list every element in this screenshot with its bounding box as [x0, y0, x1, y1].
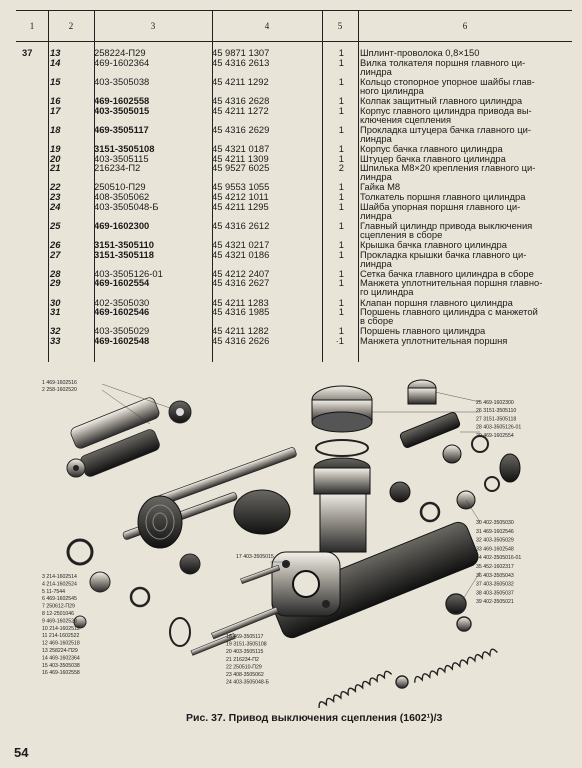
catalog-number: 45 4211 1283	[212, 296, 269, 308]
position-number: 31	[50, 306, 61, 318]
position-number: 25	[50, 219, 61, 231]
quantity: 1	[338, 104, 344, 116]
part-number: 469-1602558	[94, 95, 150, 106]
part-number: 3151-3505110	[94, 239, 154, 250]
reservoir-fittings	[399, 380, 520, 482]
position-number: 21	[50, 162, 61, 174]
callout-37: 37 403-3505032	[476, 581, 514, 588]
col-header-4: 4	[212, 11, 323, 41]
washers	[68, 540, 200, 646]
quantity: 2	[338, 162, 344, 174]
catalog-number: 45 4321 0186	[212, 248, 270, 260]
catalog-number: 45 4316 2628	[212, 95, 270, 106]
cylinder-body	[269, 492, 481, 641]
callout-8: 8 12-2501046	[42, 611, 75, 617]
catalog-number: 45 4211 1295	[212, 200, 269, 212]
part-description: Главный цилиндр привода выключения	[360, 219, 533, 231]
position-number: 22	[50, 181, 61, 193]
callout-21: 21 216234-П2	[226, 656, 259, 663]
part-description: Шайба упорная поршня главного ци-	[360, 200, 521, 212]
part-number: 402-3505030	[94, 296, 150, 308]
part-number: 403-3505048-Б	[94, 200, 159, 212]
quantity: 1	[338, 267, 344, 279]
position-number: 18	[50, 123, 61, 135]
callout-6: 6 469-1602545	[42, 596, 77, 603]
fork-assembly	[67, 396, 191, 478]
part-description-continued: линдра	[360, 65, 392, 77]
catalog-number: 45 4316 2612	[212, 219, 270, 231]
part-number: 469-1602548	[94, 335, 150, 346]
table-header	[16, 10, 572, 42]
protective-boot	[138, 490, 290, 548]
quantity: 1	[338, 248, 344, 260]
part-description-continued: линдра	[360, 171, 392, 183]
quantity: 1	[338, 277, 344, 289]
catalog-number: 45 9553 1055	[212, 181, 270, 193]
part-description: Колпак защитный главного цилиндра	[360, 95, 523, 106]
quantity: 1	[338, 143, 344, 154]
part-number: 403-3505029	[94, 325, 150, 337]
catalog-number: 45 4211 1309	[212, 152, 269, 164]
part-description: Шплинт-проволока 0,8×150	[360, 47, 480, 58]
part-description-continued: го цилиндра	[360, 286, 414, 298]
part-description: Корпус бачка главного цилиндра	[360, 143, 503, 154]
part-description-continued: линдра	[360, 132, 392, 144]
quantity: 1	[338, 123, 344, 135]
part-description: Вилка толкателя поршня главного ци-	[360, 56, 526, 68]
callout-16: 16 469-1602558	[42, 670, 80, 677]
callout-17: 17 403-3505015	[236, 554, 274, 560]
callout-34: 34 402-3505016-01	[476, 555, 522, 562]
position-number: 26	[50, 239, 61, 250]
callout-36: 36 403-3505043	[476, 572, 514, 579]
reservoir-cap	[312, 386, 372, 494]
part-description: Сетка бачка главного цилиндра в сборе	[360, 267, 534, 279]
part-description: Кольцо стопорное упорное шайбы глав-	[360, 75, 535, 87]
part-description: Поршень главного цилиндра с манжетой	[360, 306, 538, 318]
part-description-continued: сцепления в сборе	[360, 228, 443, 240]
part-description: Прокладка крышки бачка главного ци-	[360, 248, 527, 260]
part-number: 469-1602554	[94, 277, 150, 289]
part-description-continued: в сборе	[360, 315, 394, 327]
catalog-number: 45 4321 0217	[212, 239, 270, 250]
callout-26: 26 3151-3505110	[476, 408, 517, 415]
callout-5: 5 11-7544	[42, 588, 65, 595]
callout-20: 20 403-3505115	[226, 649, 264, 656]
position-number: 15	[50, 75, 61, 87]
callout-15: 15 403-3505038	[42, 662, 80, 669]
part-number: 408-3505062	[94, 191, 150, 202]
callout-39: 39 402-3505021	[476, 599, 514, 606]
catalog-number: 45 4321 0187	[212, 143, 270, 154]
callout-28: 28 403-3505126-01	[476, 424, 522, 431]
part-number: 469-1602364	[94, 56, 150, 68]
catalog-number: 45 4316 2626	[212, 335, 270, 346]
part-number: 403-3505126-01	[94, 267, 163, 279]
catalog-number: 45 4211 1272	[212, 104, 269, 116]
part-number: 469-3505117	[94, 123, 149, 135]
part-description: Корпус главного цилиндра привода вы-	[360, 104, 532, 116]
col-header-5: 5	[322, 11, 359, 41]
catalog-number: 45 4211 1292	[212, 75, 269, 87]
catalog-number: 45 9527 6025	[212, 162, 270, 174]
callout-35: 35 452-1602317	[476, 564, 514, 570]
position-number: 20	[50, 152, 61, 164]
col-header-6: 6	[462, 21, 468, 31]
part-number: 3151-3505108	[94, 143, 155, 154]
position-number: 23	[50, 191, 61, 202]
quantity: 1	[338, 325, 344, 337]
quantity: 1	[338, 56, 344, 68]
quantity: ·1	[335, 335, 344, 346]
position-number: 27	[50, 248, 61, 260]
group-number: 37	[22, 47, 33, 58]
part-description-continued: линдра	[360, 257, 392, 269]
quantity: 1	[338, 200, 344, 212]
quantity: 1	[338, 75, 344, 87]
catalog-number: 45 4316 2627	[212, 277, 270, 289]
catalog-number: 45 4316 1985	[212, 306, 270, 318]
part-number: 469-1602300	[94, 219, 150, 231]
quantity: 1	[338, 181, 344, 193]
callout-14: 14 469-1602364	[42, 655, 80, 662]
callout-19: 19 3151-3505108	[226, 641, 267, 648]
callout-13: 13 258224-П29	[42, 648, 78, 654]
right-callouts	[476, 400, 521, 605]
position-number: 28	[50, 267, 61, 279]
part-description-continued: ного цилиндра	[360, 84, 424, 96]
part-description: Штуцер бачка главного цилиндра	[360, 152, 506, 164]
piston-parts	[390, 477, 499, 521]
callout-18: 18 469-3505117	[226, 634, 264, 640]
callout-38: 38 403-3505037	[476, 590, 514, 597]
bottom-callouts	[226, 634, 270, 686]
callout-22: 22 250510-П29	[226, 664, 262, 671]
callout-12: 12 469-1602518	[42, 640, 80, 647]
catalog-number: 45 4212 1011	[212, 191, 269, 202]
part-description: Шпилька M8×20 крепления главного ци-	[360, 162, 536, 174]
part-number: 403-3505038	[94, 75, 150, 87]
part-number: 216234-П2	[94, 162, 141, 174]
part-number: 469-1602546	[94, 306, 150, 318]
callout-27: 27 3151-3505118	[476, 416, 517, 423]
part-description: Крышка бачка главного цилиндра	[360, 239, 507, 250]
callout-4: 4 214-1602524	[42, 581, 77, 588]
quantity: 1	[338, 219, 344, 231]
callout-29: 29 469-1602554	[476, 432, 514, 439]
callout-32: 32 403-3505029	[476, 537, 514, 544]
callout-24: 24 403-3505048-Б	[226, 679, 269, 686]
callout-33: 33 469-1602548	[476, 546, 514, 553]
part-description: Клапан поршня главного цилиндра	[360, 296, 513, 308]
callout-2: 2 258-1602520	[42, 387, 77, 393]
callout-9: 9 469-1602528	[42, 618, 77, 625]
callout-3: 3 214-1602514	[42, 574, 77, 580]
quantity: 1	[338, 95, 344, 106]
callout-1: 1 469-1602516	[42, 380, 77, 386]
part-number: 258224-П29	[94, 47, 146, 58]
part-description-continued: линдра	[360, 209, 392, 221]
position-number: 33	[50, 335, 61, 346]
quantity: 1	[338, 306, 344, 318]
position-number: 16	[50, 95, 61, 106]
column-rule	[358, 10, 359, 362]
col-header-1: 1	[16, 11, 49, 41]
quantity: 1	[338, 152, 344, 164]
part-description-continued: ключения сцепления	[360, 113, 452, 125]
part-description: Поршень главного цилиндра	[360, 325, 486, 337]
figure-caption: Рис. 37. Привод выключения сцепления (1602¹)/3	[186, 712, 443, 724]
position-number: 14	[50, 56, 61, 68]
position-number: 17	[50, 104, 61, 116]
left-callouts	[42, 380, 80, 676]
col-header-2: 2	[48, 11, 95, 41]
catalog-number: 45 4316 2613	[212, 56, 270, 68]
quantity: 1	[338, 47, 344, 58]
callout-25: 25 469-1602300	[476, 400, 514, 406]
callout-11: 11 214-1602522	[42, 633, 80, 640]
part-description: Манжета уплотнительная поршня	[360, 335, 508, 346]
callout-30: 30 402-3505030	[476, 520, 514, 526]
col-header-3: 3	[94, 11, 213, 41]
exploded-diagram	[40, 372, 560, 708]
callout-23: 23 408-3505062	[226, 672, 264, 678]
column-rule	[48, 10, 49, 362]
part-description: Прокладка штуцера бачка главного ци-	[360, 123, 531, 135]
position-number: 29	[50, 277, 61, 289]
part-number: 403-3505015	[94, 104, 150, 116]
catalog-number: 45 9871 1307	[212, 47, 270, 58]
part-description: Манжета уплотнительная поршня главно-	[360, 277, 543, 289]
callout-10: 10 214-1602512	[42, 625, 80, 632]
catalog-number: 45 4211 1282	[212, 325, 269, 337]
quantity: 1	[338, 191, 344, 202]
part-number: 403-3505115	[94, 152, 149, 164]
quantity: 1	[338, 239, 344, 250]
quantity: 1	[338, 296, 344, 308]
part-number: 250510-П29	[94, 181, 146, 193]
position-number: 19	[50, 143, 61, 154]
position-number: 13	[50, 47, 61, 58]
part-number: 3151-3505118	[94, 248, 154, 260]
position-number: 30	[50, 296, 61, 308]
part-description: Толкатель поршня главного цилиндра	[360, 191, 526, 202]
callout-31: 31 469-1602546	[476, 528, 514, 535]
position-number: 32	[50, 325, 61, 337]
catalog-number: 45 4316 2629	[212, 123, 270, 135]
page-number: 54	[14, 745, 29, 760]
position-number: 24	[50, 200, 61, 212]
callout-7: 7 250612-П29	[42, 603, 75, 610]
catalog-number: 45 4212 2407	[212, 267, 270, 279]
part-description: Гайка M8	[360, 181, 401, 193]
